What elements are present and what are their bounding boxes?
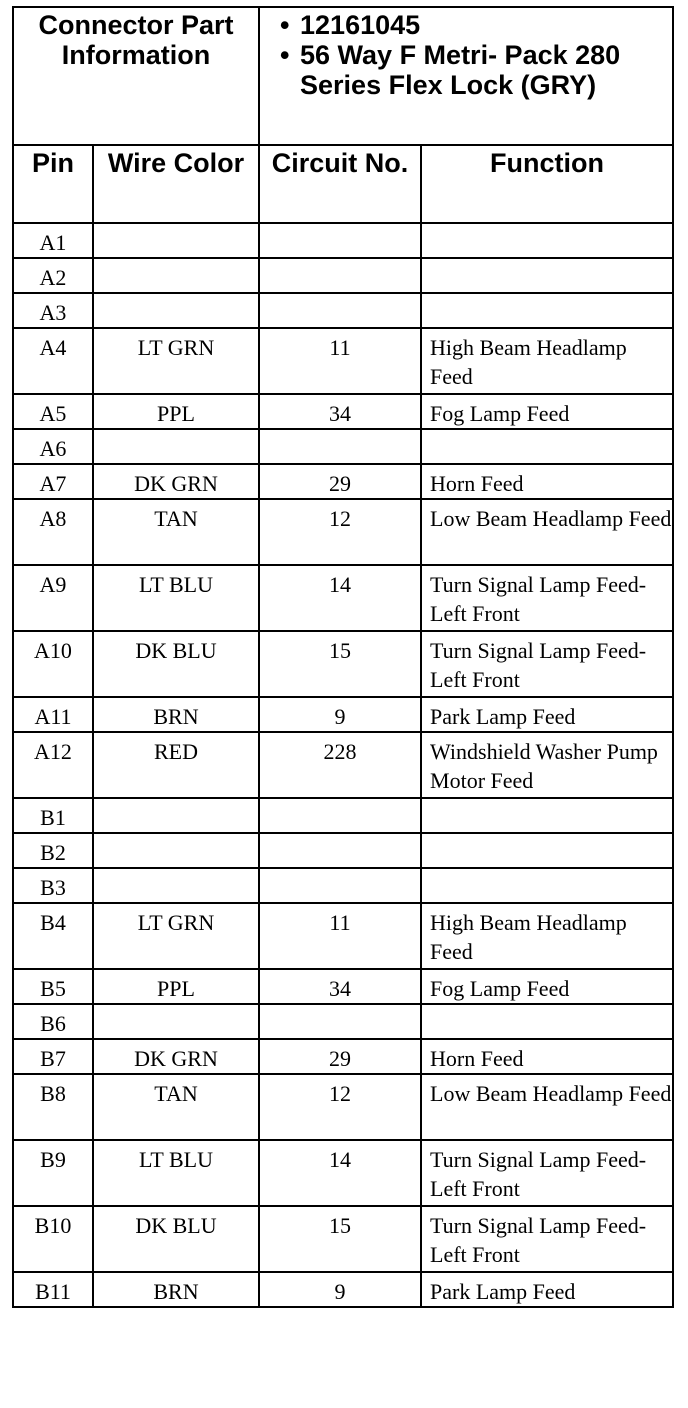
pin-cell: A8 <box>13 499 93 565</box>
pin-cell: A3 <box>13 293 93 328</box>
pin-cell: A10 <box>13 631 93 697</box>
wire-color-cell: DK GRN <box>93 464 259 499</box>
table-row <box>13 223 673 258</box>
wire-color-cell: DK BLU <box>93 631 259 697</box>
pin-cell: A11 <box>13 697 93 732</box>
pin-cell: B6 <box>13 1004 93 1039</box>
pin-cell: A4 <box>13 328 93 394</box>
circuit-no-cell: 12 <box>259 499 421 565</box>
function-cell <box>421 429 673 464</box>
connector-info-label: Connector Part Information <box>13 7 259 145</box>
table-row <box>13 1272 673 1307</box>
pin-cell: A7 <box>13 464 93 499</box>
function-cell <box>421 868 673 903</box>
table-row <box>13 1074 673 1140</box>
connector-pinout-table <box>12 6 674 1308</box>
pin-cell: B8 <box>13 1074 93 1140</box>
wire-color-cell: BRN <box>93 1272 259 1307</box>
circuit-no-cell: 12 <box>259 1074 421 1140</box>
function-cell: Low Beam Headlamp Feed <box>421 499 673 565</box>
function-cell <box>421 798 673 833</box>
pin-cell: B3 <box>13 868 93 903</box>
circuit-no-cell: 11 <box>259 903 421 969</box>
function-cell: High Beam Headlamp Feed <box>421 903 673 969</box>
wire-color-cell: LT BLU <box>93 1140 259 1206</box>
circuit-no-cell <box>259 868 421 903</box>
table-row <box>13 969 673 1004</box>
pin-cell: B7 <box>13 1039 93 1074</box>
wire-color-cell: TAN <box>93 1074 259 1140</box>
pin-cell: A1 <box>13 223 93 258</box>
wire-color-cell <box>93 293 259 328</box>
circuit-no-cell <box>259 223 421 258</box>
table-row <box>13 732 673 798</box>
function-cell <box>421 1004 673 1039</box>
wire-color-cell <box>93 429 259 464</box>
circuit-no-cell: 11 <box>259 328 421 394</box>
function-cell: Windshield Washer Pump Motor Feed <box>421 732 673 798</box>
table-row <box>13 464 673 499</box>
pin-cell: B1 <box>13 798 93 833</box>
function-cell <box>421 293 673 328</box>
pin-cell: A9 <box>13 565 93 631</box>
function-cell: Park Lamp Feed <box>421 1272 673 1307</box>
circuit-no-cell: 34 <box>259 394 421 429</box>
circuit-no-cell <box>259 798 421 833</box>
table-row <box>13 1206 673 1272</box>
wire-color-cell: DK GRN <box>93 1039 259 1074</box>
wire-color-cell: PPL <box>93 394 259 429</box>
part-number: • 12161045 <box>280 10 421 40</box>
table-row <box>13 429 673 464</box>
function-cell: Fog Lamp Feed <box>421 969 673 1004</box>
circuit-no-cell: 9 <box>259 697 421 732</box>
circuit-no-cell <box>259 1004 421 1039</box>
function-cell: Park Lamp Feed <box>421 697 673 732</box>
pin-cell: B10 <box>13 1206 93 1272</box>
pin-cell: B9 <box>13 1140 93 1206</box>
circuit-no-cell: 9 <box>259 1272 421 1307</box>
wire-color-cell: PPL <box>93 969 259 1004</box>
table-row <box>13 1004 673 1039</box>
pin-cell: A12 <box>13 732 93 798</box>
function-cell: Horn Feed <box>421 1039 673 1074</box>
wire-color-cell: RED <box>93 732 259 798</box>
col-header-circuit-no: Circuit No. <box>259 145 421 223</box>
wire-color-cell: BRN <box>93 697 259 732</box>
pin-cell: B5 <box>13 969 93 1004</box>
function-cell <box>421 223 673 258</box>
connector-description: • 56 Way F Metri- Pack 280 Series Flex Lock (GRY) <box>280 40 621 100</box>
col-header-function: Function <box>421 145 673 223</box>
function-cell: Turn Signal Lamp Feed-Left Front <box>421 1206 673 1272</box>
col-header-pin: Pin <box>13 145 93 223</box>
wire-color-cell <box>93 1004 259 1039</box>
table-row <box>13 328 673 394</box>
table-row <box>13 394 673 429</box>
circuit-no-cell <box>259 258 421 293</box>
table-row <box>13 833 673 868</box>
wire-color-cell: LT GRN <box>93 903 259 969</box>
function-cell: Low Beam Headlamp Feed <box>421 1074 673 1140</box>
table-row <box>13 697 673 732</box>
function-cell: Turn Signal Lamp Feed-Left Front <box>421 631 673 697</box>
function-cell: Turn Signal Lamp Feed-Left Front <box>421 565 673 631</box>
wire-color-cell <box>93 223 259 258</box>
circuit-no-cell: 34 <box>259 969 421 1004</box>
circuit-no-cell: 15 <box>259 1206 421 1272</box>
circuit-no-cell <box>259 293 421 328</box>
circuit-no-cell <box>259 429 421 464</box>
table-row <box>13 565 673 631</box>
table-row <box>13 499 673 565</box>
circuit-no-cell: 14 <box>259 565 421 631</box>
pin-cell: A5 <box>13 394 93 429</box>
pin-cell: A2 <box>13 258 93 293</box>
wire-color-cell: LT GRN <box>93 328 259 394</box>
circuit-no-cell: 29 <box>259 1039 421 1074</box>
connector-info-row <box>13 7 673 145</box>
table-row <box>13 293 673 328</box>
circuit-no-cell: 14 <box>259 1140 421 1206</box>
table-row <box>13 798 673 833</box>
pin-cell: B2 <box>13 833 93 868</box>
wire-color-cell: TAN <box>93 499 259 565</box>
table-row <box>13 868 673 903</box>
table-row <box>13 903 673 969</box>
col-header-wire-color: Wire Color <box>93 145 259 223</box>
table-row <box>13 1039 673 1074</box>
circuit-no-cell: 15 <box>259 631 421 697</box>
function-cell: Turn Signal Lamp Feed-Left Front <box>421 1140 673 1206</box>
circuit-no-cell: 29 <box>259 464 421 499</box>
function-cell: High Beam Headlamp Feed <box>421 328 673 394</box>
wire-color-cell <box>93 798 259 833</box>
function-cell <box>421 833 673 868</box>
function-cell: Horn Feed <box>421 464 673 499</box>
function-cell: Fog Lamp Feed <box>421 394 673 429</box>
column-header-row <box>13 145 673 223</box>
wire-color-cell <box>93 833 259 868</box>
wire-color-cell <box>93 868 259 903</box>
table-row <box>13 631 673 697</box>
function-cell <box>421 258 673 293</box>
wire-color-cell: DK BLU <box>93 1206 259 1272</box>
connector-info-details <box>259 7 673 145</box>
pin-cell: B11 <box>13 1272 93 1307</box>
circuit-no-cell <box>259 833 421 868</box>
wire-color-cell <box>93 258 259 293</box>
wire-color-cell: LT BLU <box>93 565 259 631</box>
table-row <box>13 258 673 293</box>
pin-cell: A6 <box>13 429 93 464</box>
pin-cell: B4 <box>13 903 93 969</box>
table-row <box>13 1140 673 1206</box>
circuit-no-cell: 228 <box>259 732 421 798</box>
